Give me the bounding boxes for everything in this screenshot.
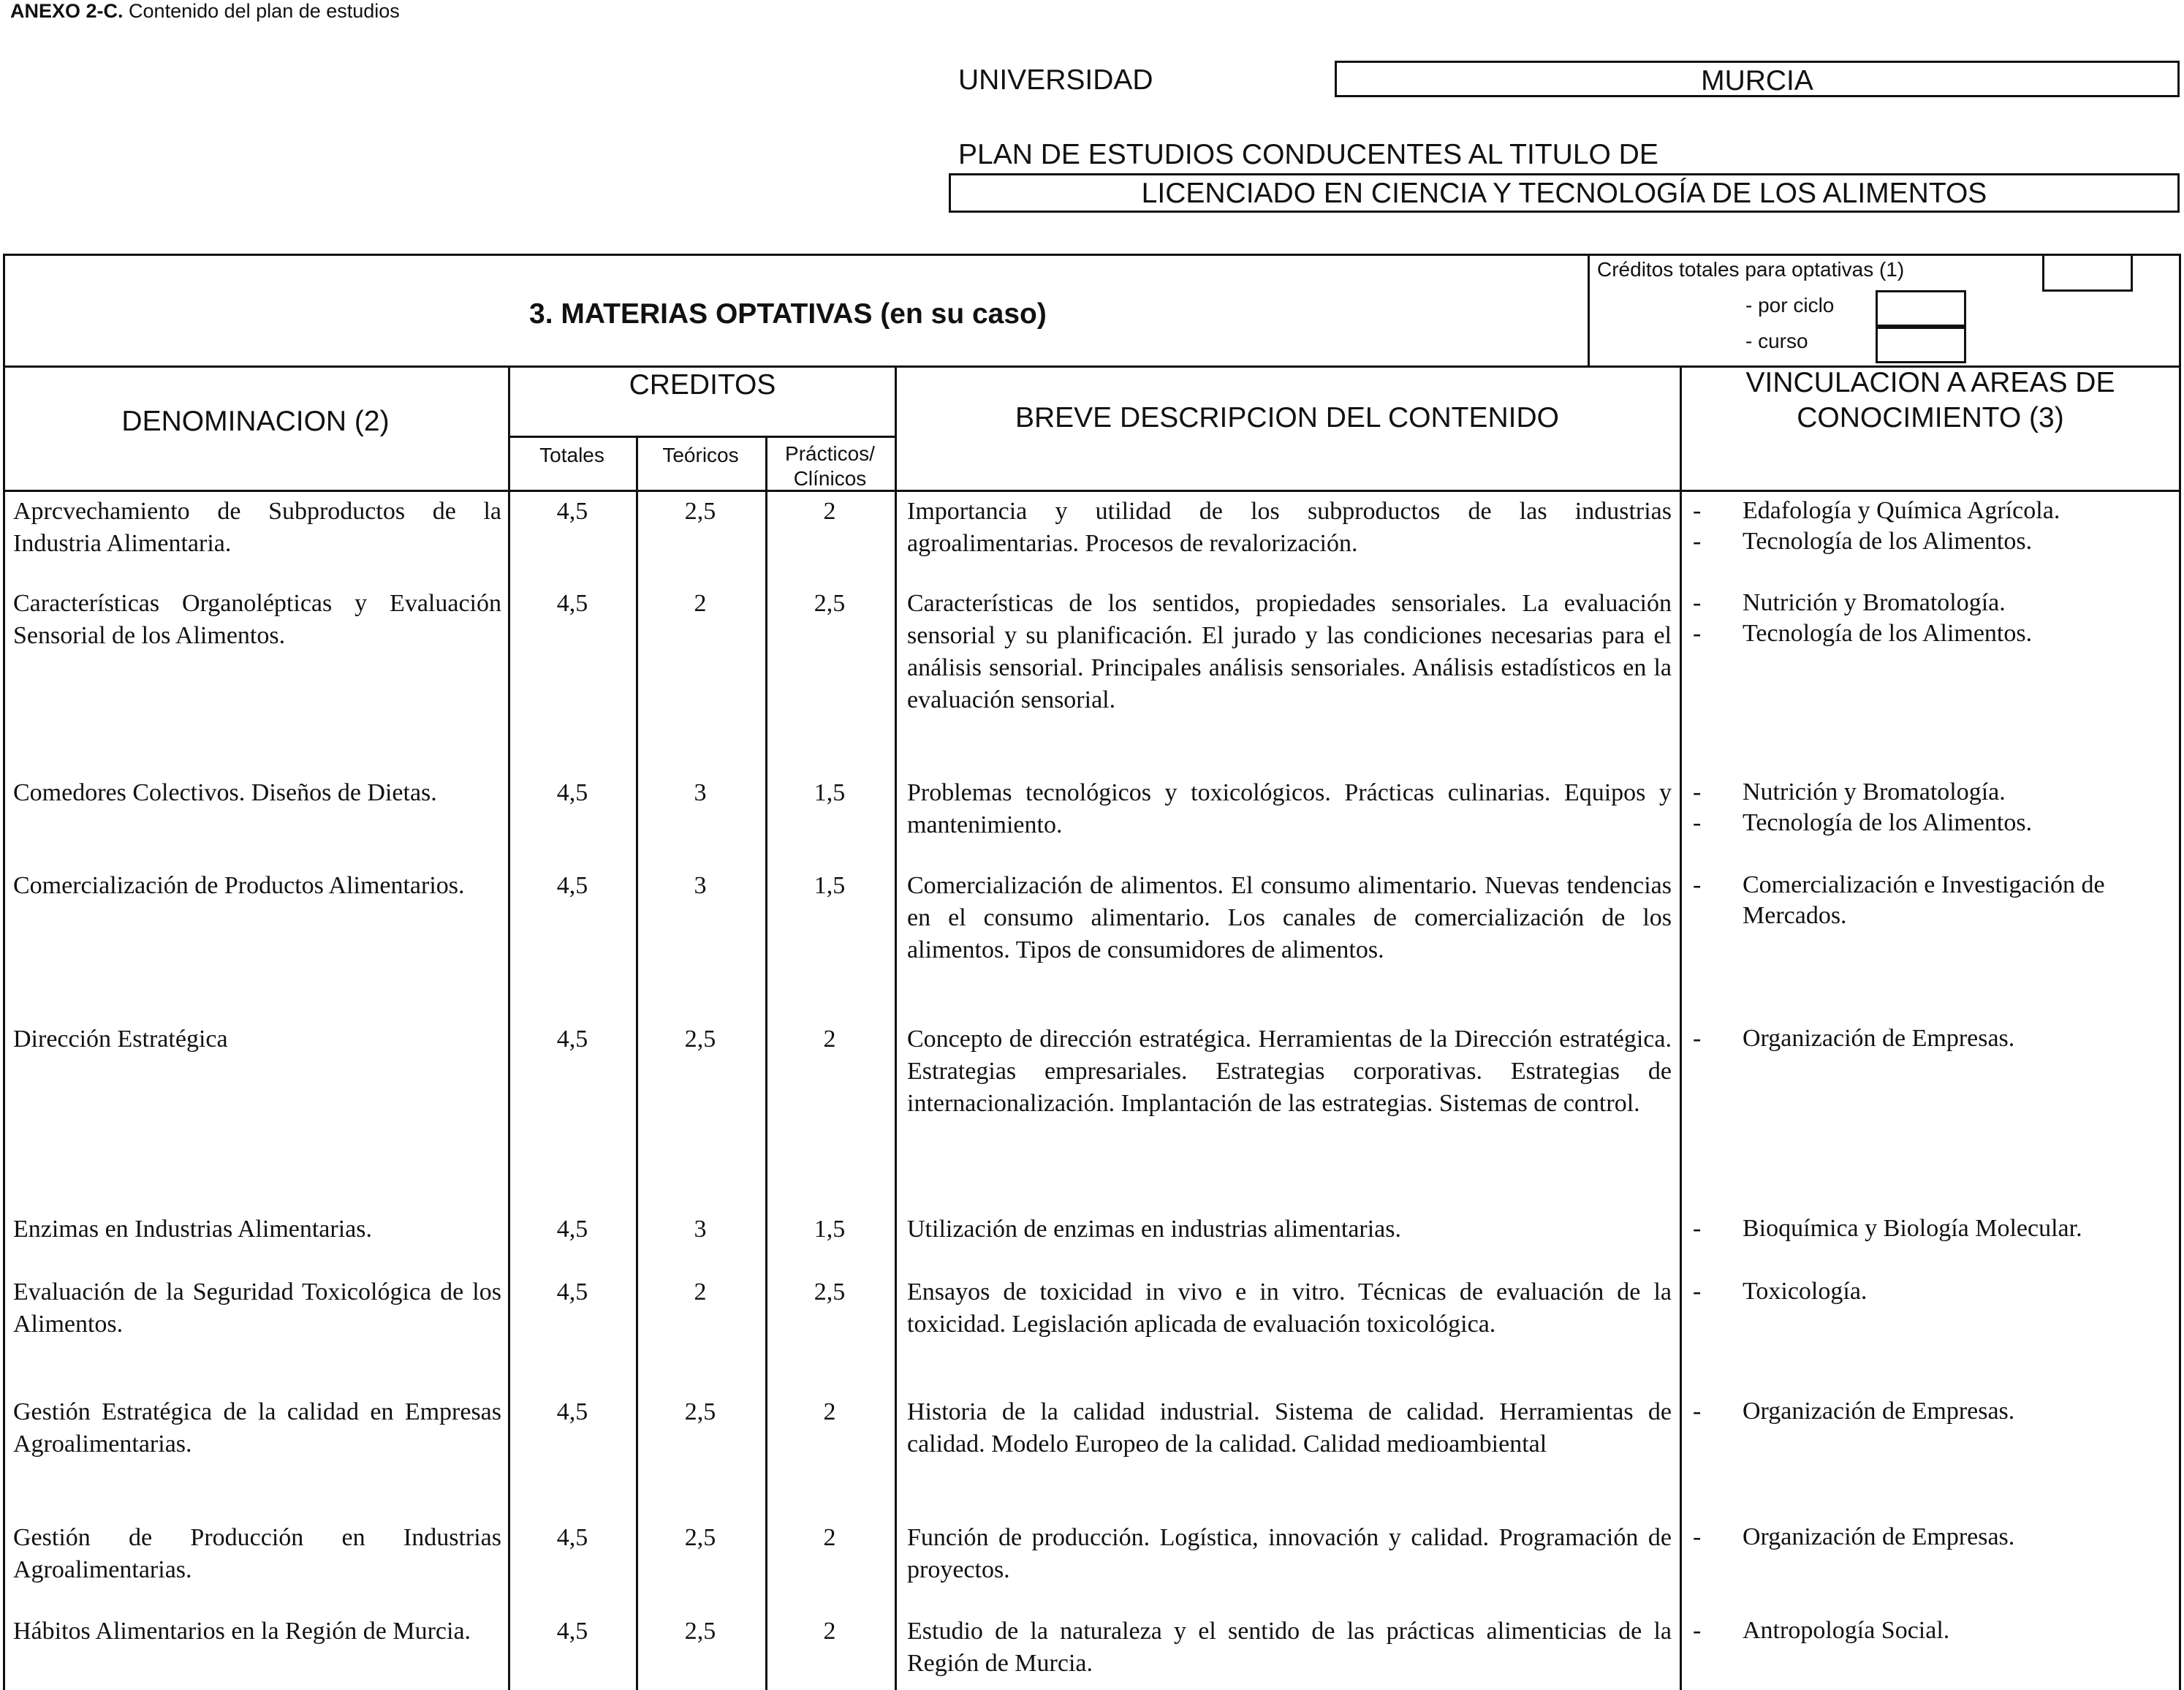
col-header-denominacion: DENOMINACION (2): [121, 406, 390, 437]
row-area: [1693, 1522, 2174, 1553]
area-text: Tecnología de los Alimentos.: [1743, 809, 2033, 836]
row-descripcion: Ensayos de toxicidad in vivo e in vitro. Técnicas de evaluación de la toxicidad. Legislación aplicada de evaluación toxicológica.: [907, 1278, 1672, 1338]
area-bullet: -: [1693, 1025, 1702, 1052]
area-text: Organización de Empresas.: [1743, 1398, 2015, 1425]
row-area: [1693, 588, 2174, 618]
annex-text: Contenido del plan de estudios: [123, 0, 400, 22]
col-header-descripcion: BREVE DESCRIPCION DEL CONTENIDO: [1015, 402, 1559, 433]
row-denominacion: Características Organolépticas y Evaluación Sensorial de los Alimentos.: [13, 590, 501, 649]
row-denominacion: Comedores Colectivos. Diseños de Dietas.: [13, 779, 437, 806]
area-bullet: -: [1693, 1398, 1702, 1425]
row-descripcion: Problemas tecnológicos y toxicológicos. Prácticas culinarias. Equipos y mantenimiento.: [907, 779, 1672, 838]
row-denominacion: Comercialización de Productos Alimentarios.: [13, 872, 465, 899]
curso-box: [1876, 327, 1966, 363]
area-text: Comercialización e Investigación de Mercados.: [1743, 871, 2105, 929]
row-teoricos: 2,5: [684, 498, 716, 525]
row-practicos: 1,5: [814, 779, 846, 806]
row-practicos: 2,5: [814, 590, 846, 617]
row-teoricos: 3: [694, 872, 707, 899]
col-header-practicos: [765, 442, 895, 491]
area-text: Tecnología de los Alimentos.: [1743, 528, 2033, 555]
practicos-line-1: Prácticos/: [785, 442, 875, 465]
col-divider-5: [1680, 365, 1682, 1690]
row-totales: 4,5: [556, 1216, 588, 1243]
row-area: [1693, 1023, 2174, 1054]
row-denominacion: Evaluación de la Seguridad Toxicológica de los Alimentos.: [13, 1278, 501, 1338]
por-ciclo-label: - por ciclo: [1745, 294, 1835, 317]
area-bullet: -: [1693, 497, 1702, 524]
area-bullet: -: [1693, 871, 1702, 898]
row-denominacion: Gestión de Producción en Industrias Agroalimentarias.: [13, 1524, 501, 1583]
row-denominacion: Dirección Estratégica: [13, 1026, 228, 1053]
row-practicos: 1,5: [814, 1216, 846, 1243]
row-teoricos: 2: [694, 590, 707, 617]
row-practicos: 2: [823, 498, 836, 525]
row-teoricos: 3: [694, 1216, 707, 1243]
area-bullet: -: [1693, 1278, 1702, 1305]
universidad-value: MURCIA: [1335, 61, 2180, 97]
area-text: Nutrición y Bromatología.: [1743, 589, 2006, 616]
row-teoricos: 2,5: [684, 1618, 716, 1645]
section-divider: [1588, 254, 1590, 365]
row-area: [1693, 1276, 2174, 1307]
row-totales: 4,5: [556, 1618, 588, 1645]
area-bullet: -: [1693, 778, 1702, 806]
area-text: Toxicología.: [1743, 1278, 1868, 1305]
optativas-credits-label: Créditos totales para optativas (1): [1597, 258, 1905, 281]
col-header-vinculacion: [1680, 365, 2181, 436]
titulo-value: LICENCIADO EN CIENCIA Y TECNOLOGÍA DE LOS ALIMENTOS: [949, 173, 2180, 213]
row-area: [1693, 870, 2174, 931]
row-descripcion: Historia de la calidad industrial. Sistema de calidad. Herramientas de calidad. Modelo Europeo de la calidad. Calidad medioambiental: [907, 1398, 1672, 1458]
row-totales: 4,5: [556, 779, 588, 806]
row-practicos: 2: [823, 1618, 836, 1645]
row-descripcion: Importancia y utilidad de los subproductos de las industrias agroalimentarias. Procesos de revalorización.: [907, 498, 1672, 557]
area-text: Nutrición y Bromatología.: [1743, 778, 2006, 806]
practicos-line-2: Clínicos: [793, 467, 867, 490]
row-denominacion: Hábitos Alimentarios en la Región de Murcia.: [13, 1618, 471, 1645]
row-denominacion: Enzimas en Industrias Alimentarias.: [13, 1216, 372, 1243]
row-practicos: 1,5: [814, 872, 846, 899]
area-text: Bioquímica y Biología Molecular.: [1743, 1215, 2082, 1242]
row-teoricos: 3: [694, 779, 707, 806]
row-area: [1693, 526, 2174, 557]
col-header-teoricos: Teóricos: [662, 444, 739, 466]
row-teoricos: 2: [694, 1278, 707, 1306]
row-descripcion: Concepto de dirección estratégica. Herramientas de la Dirección estratégica. Estrategias empresariales. Estrategias corporativas. Estrategias de internacionalización. Implantación de las estrategias. Sistemas de control.: [907, 1026, 1672, 1117]
row-area: [1693, 618, 2174, 649]
area-bullet: -: [1693, 620, 1702, 647]
vinculacion-line-1: VINCULACION A AREAS DE: [1745, 367, 2115, 398]
area-bullet: -: [1693, 809, 1702, 836]
row-practicos: 2,5: [814, 1278, 846, 1306]
curso-label: - curso: [1745, 330, 1808, 352]
area-text: Edafología y Química Agrícola.: [1743, 497, 2060, 524]
header-bottom-line: [3, 490, 2181, 492]
annex-number: ANEXO 2-C.: [10, 0, 124, 22]
row-totales: 4,5: [556, 1524, 588, 1551]
area-bullet: -: [1693, 528, 1702, 555]
creditos-subheader-line: [508, 436, 897, 438]
row-area: [1693, 1213, 2174, 1244]
annex-label: [10, 0, 400, 23]
row-descripcion: Comercialización de alimentos. El consumo alimentario. Nuevas tendencias en el consumo alimentario. Los canales de comercialización de los alimentos. Tipos de consumidores de alimentos.: [907, 872, 1672, 963]
row-area: [1693, 1615, 2174, 1646]
row-totales: 4,5: [556, 590, 588, 617]
row-descripcion: Función de producción. Logística, innovación y calidad. Programación de proyectos.: [907, 1524, 1672, 1583]
area-text: Tecnología de los Alimentos.: [1743, 620, 2033, 647]
row-practicos: 2: [823, 1398, 836, 1425]
area-bullet: -: [1693, 1617, 1702, 1644]
row-teoricos: 2,5: [684, 1026, 716, 1053]
section-title: 3. MATERIAS OPTATIVAS (en su caso): [529, 298, 1047, 330]
col-header-totales: Totales: [539, 444, 604, 466]
row-descripcion: Estudio de la naturaleza y el sentido de las prácticas alimenticias de la Región de Murcia.: [907, 1618, 1672, 1677]
area-bullet: -: [1693, 1523, 1702, 1550]
area-bullet: -: [1693, 1215, 1702, 1242]
row-totales: 4,5: [556, 1278, 588, 1306]
plan-label: PLAN DE ESTUDIOS CONDUCENTES AL TITULO DE: [958, 139, 1658, 170]
area-text: Organización de Empresas.: [1743, 1523, 2015, 1550]
area-text: Antropología Social.: [1743, 1617, 1950, 1644]
row-denominacion: Gestión Estratégica de la calidad en Empresas Agroalimentarias.: [13, 1398, 501, 1458]
row-area: [1693, 1396, 2174, 1427]
col-divider-2: [636, 436, 638, 1690]
row-practicos: 2: [823, 1026, 836, 1053]
row-totales: 4,5: [556, 498, 588, 525]
row-practicos: 2: [823, 1524, 836, 1551]
row-teoricos: 2,5: [684, 1398, 716, 1425]
universidad-label: UNIVERSIDAD: [958, 64, 1153, 96]
area-bullet: -: [1693, 589, 1702, 616]
col-divider-3: [765, 436, 767, 1690]
row-totales: 4,5: [556, 872, 588, 899]
por-ciclo-box: [1876, 290, 1966, 327]
row-teoricos: 2,5: [684, 1524, 716, 1551]
table-frame: [3, 254, 2181, 1690]
row-area: [1693, 777, 2174, 808]
optativas-credits-box: [2042, 254, 2133, 292]
row-descripcion: Características de los sentidos, propiedades sensoriales. La evaluación sensorial y su planificación. El jurado y las condiciones necesarias para el análisis sensorial. Principales análisis sensoriales. Análisis estadísticos en la evaluación sensorial.: [907, 590, 1672, 713]
vinculacion-line-2: CONOCIMIENTO (3): [1797, 402, 2064, 433]
row-totales: 4,5: [556, 1398, 588, 1425]
row-area: [1693, 808, 2174, 838]
row-area: [1693, 496, 2174, 526]
row-descripcion: Utilización de enzimas en industrias alimentarias.: [907, 1216, 1401, 1243]
area-text: Organización de Empresas.: [1743, 1025, 2015, 1052]
row-totales: 4,5: [556, 1026, 588, 1053]
col-header-creditos: CREDITOS: [629, 369, 776, 401]
row-denominacion: Aprcvechamiento de Subproductos de la Industria Alimentaria.: [13, 498, 501, 557]
col-divider-4: [895, 365, 897, 1690]
